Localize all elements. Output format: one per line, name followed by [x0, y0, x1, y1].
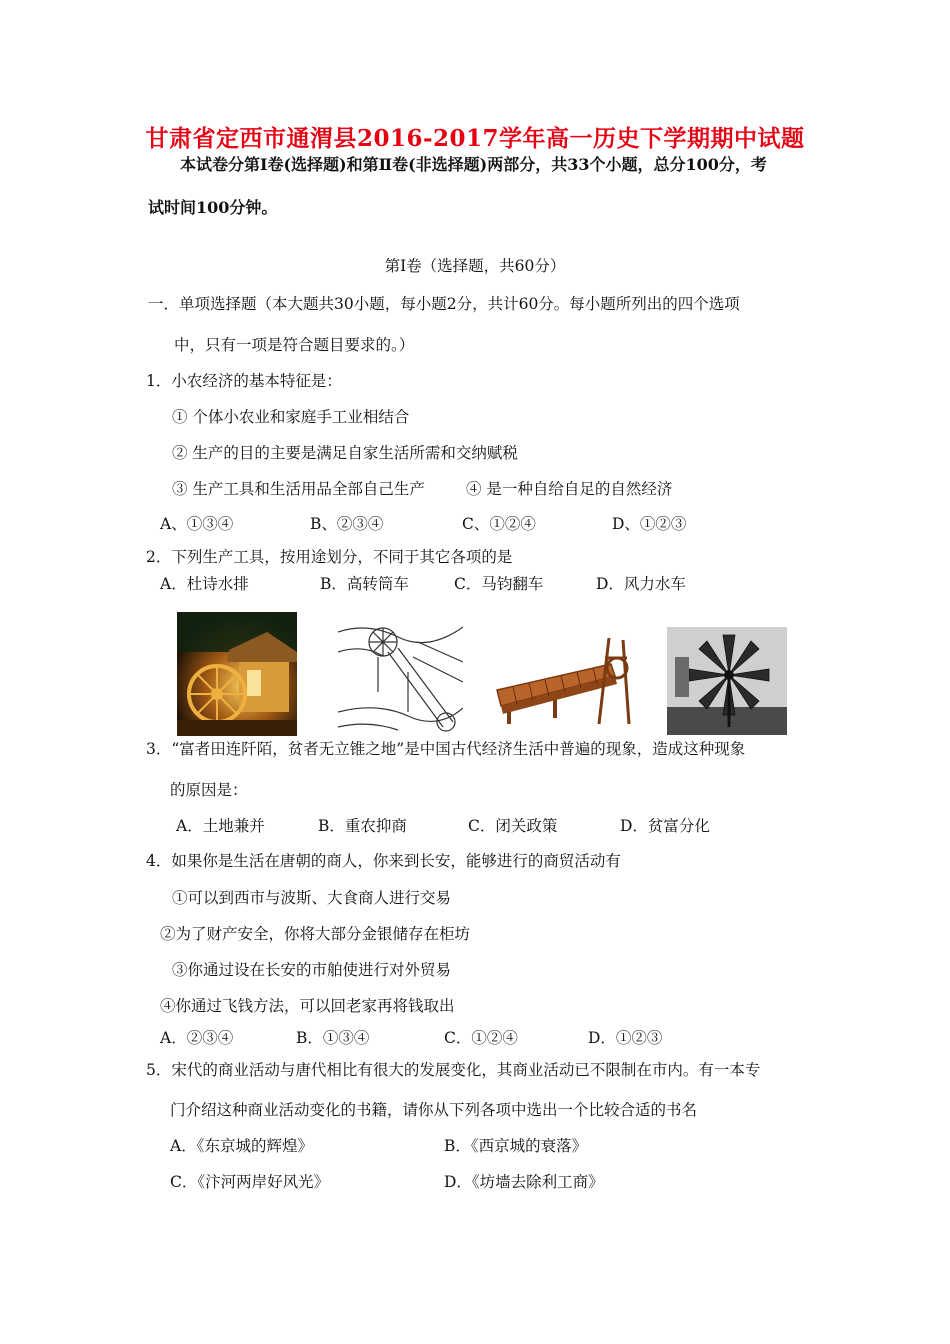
question-5-option-c: C．《汴河两岸好风光》 — [170, 1173, 330, 1191]
exam-intro-line-1: 本试卷分第Ⅰ卷(选择题)和第Ⅱ卷(非选择题)两部分，共33个小题，总分100分，考 — [180, 155, 767, 174]
question-3-stem-line-1: 3．“富者田连阡陌，贫者无立锥之地”是中国古代经济生活中普遍的现象，造成这种现象 — [146, 740, 746, 758]
question-3-option-c: C．闭关政策 — [468, 817, 558, 835]
question-1-statement-2: ② 生产的目的主要是满足自家生活所需和交纳赋税 — [172, 444, 518, 462]
question-3-option-b: B．重农抑商 — [318, 817, 407, 835]
part-instruction-line-1: 一．单项选择题（本大题共30小题，每小题2分，共计60分。每小题所列出的四个选项 — [148, 295, 740, 313]
question-4-stem: 4．如果你是生活在唐朝的商人，你来到长安，能够进行的商贸活动有 — [146, 852, 621, 870]
question-5-stem-line-2: 门介绍这种商业活动变化的书籍，请你从下列各项中选出一个比较合适的书名 — [170, 1101, 698, 1119]
question-4-option-b: B．①③④ — [296, 1029, 370, 1047]
page-title: 甘肃省定西市通渭县2016-2017学年高一历史下学期期中试题 — [145, 125, 805, 152]
question-4-option-c: C．①②④ — [444, 1029, 518, 1047]
question-5-stem-line-1: 5．宋代的商业活动与唐代相比有很大的发展变化，其商业活动已不限制在市内。有一本专 — [146, 1061, 761, 1079]
question-4-option-d: D．①②③ — [588, 1029, 663, 1047]
wooden-pump-model-photo — [493, 628, 633, 728]
question-4-statement-4: ④你通过飞钱方法，可以回老家再将钱取出 — [160, 997, 455, 1015]
question-1-stem: 1．小农经济的基本特征是： — [146, 372, 342, 390]
question-1-option-a: A、①③④ — [160, 515, 234, 533]
question-4-statement-1: ①可以到西市与波斯、大食商人进行交易 — [172, 889, 452, 907]
chain-pump-drawing — [338, 612, 463, 736]
exam-intro-line-2: 试时间100分钟。 — [148, 198, 278, 217]
question-1-statement-1: ① 个体小农业和家庭手工业相结合 — [172, 408, 410, 426]
question-5-option-a: A．《东京城的辉煌》 — [170, 1137, 313, 1155]
question-3-option-a: A．土地兼并 — [176, 817, 265, 835]
question-4-statement-3: ③你通过设在长安的市舶使进行对外贸易 — [172, 961, 452, 979]
question-2-option-a: A．杜诗水排 — [160, 575, 249, 593]
question-1-option-d: D、①②③ — [612, 515, 687, 533]
question-4-option-a: A．②③④ — [160, 1029, 234, 1047]
question-3-stem-line-2: 的原因是： — [170, 781, 248, 799]
windmill-waterwheel-photo — [667, 627, 787, 735]
question-2-option-c: C．马钧翻车 — [454, 575, 544, 593]
question-1-option-c: C、①②④ — [462, 515, 536, 533]
question-4-statement-2: ②为了财产安全，你将大部分金银储存在柜坊 — [160, 925, 471, 943]
question-1-statement-4: ④ 是一种自给自足的自然经济 — [466, 480, 673, 498]
part-instruction-line-2: 中，只有一项是符合题目要求的。） — [174, 336, 415, 354]
question-2-stem: 2．下列生产工具，按用途划分，不同于其它各项的是 — [146, 548, 513, 566]
question-5-option-b: B．《西京城的衰落》 — [444, 1137, 588, 1155]
question-1-statement-3: ③ 生产工具和生活用品全部自己生产 — [172, 480, 425, 498]
question-3-option-d: D．贫富分化 — [620, 817, 710, 835]
question-5-option-d: D．《坊墙去除利工商》 — [444, 1173, 604, 1191]
question-2-option-d: D．风力水车 — [596, 575, 686, 593]
question-2-option-b: B．高转筒车 — [320, 575, 409, 593]
question-1-option-b: B、②③④ — [310, 515, 384, 533]
water-wheel-night-photo — [177, 612, 297, 736]
section-title: 第Ⅰ卷（选择题，共60分） — [384, 257, 566, 275]
